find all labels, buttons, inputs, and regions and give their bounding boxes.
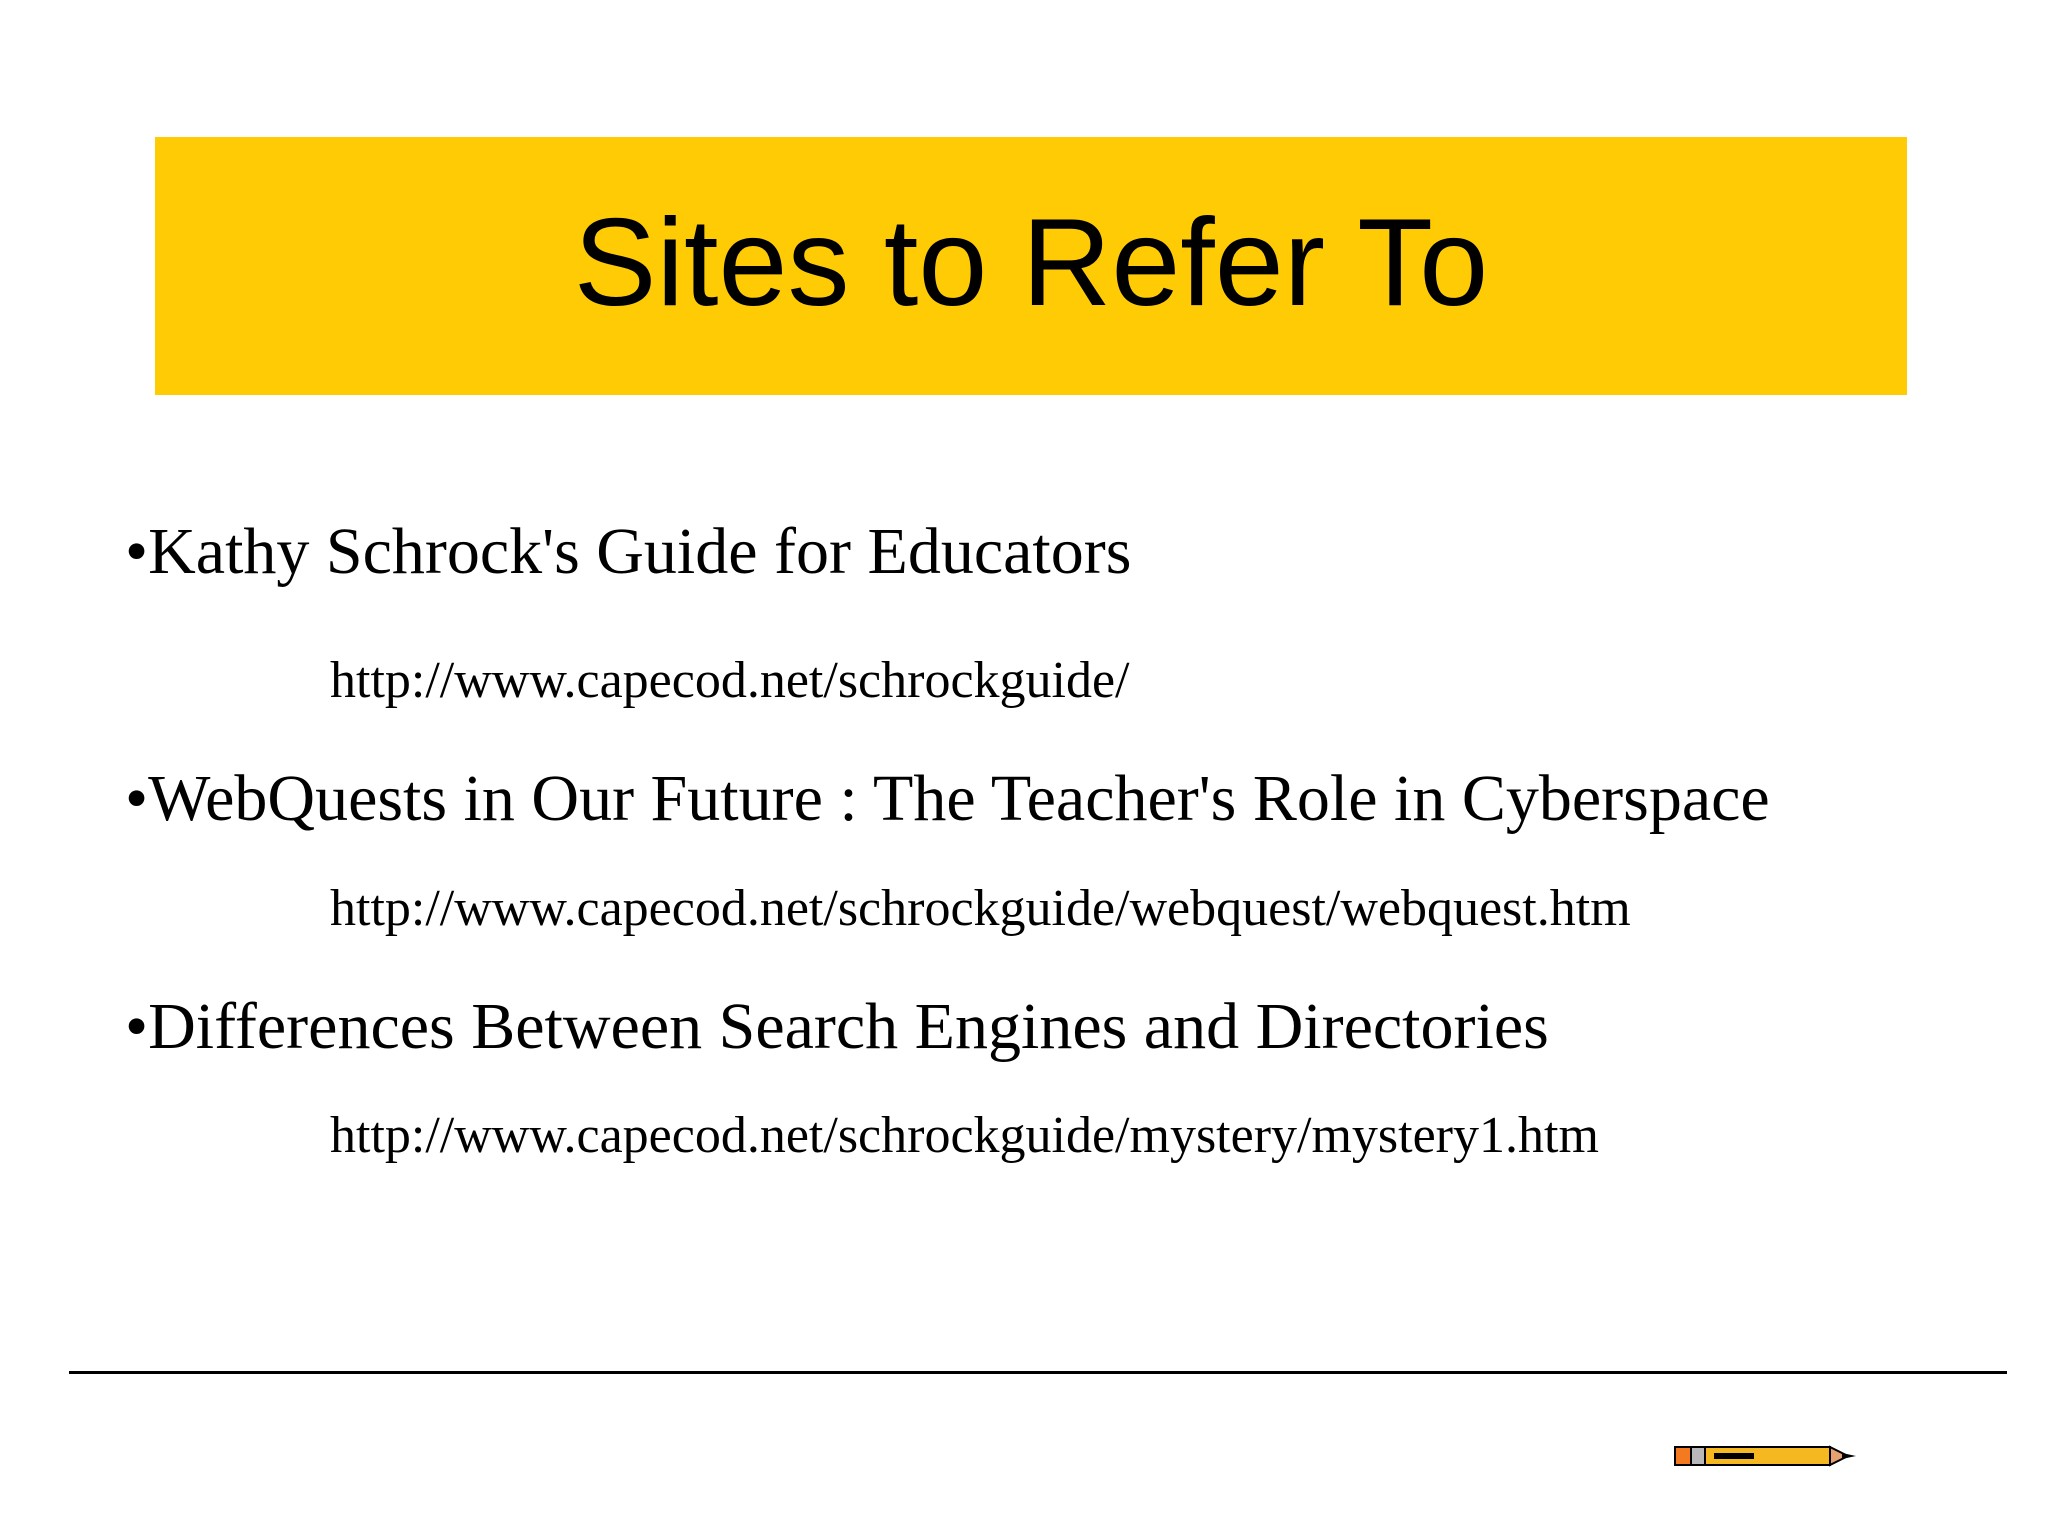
slide-title: Sites to Refer To <box>573 194 1489 332</box>
url-webquests[interactable]: http://www.capecod.net/schrockguide/webquest/webquest.htm <box>330 880 1631 937</box>
url-schrock-guide[interactable]: http://www.capecod.net/schrockguide/ <box>330 652 1130 709</box>
bullet-item-search-engines: •Differences Between Search Engines and Directories <box>125 990 1549 1063</box>
footer-divider <box>69 1371 2007 1374</box>
bullet-item-schrock-guide: •Kathy Schrock's Guide for Educators <box>125 515 1132 588</box>
bullet-item-webquests: •WebQuests in Our Future : The Teacher's Role in Cyberspace <box>125 762 1770 835</box>
pencil-icon <box>1674 1445 1858 1467</box>
title-banner <box>155 137 1907 395</box>
url-search-engines[interactable]: http://www.capecod.net/schrockguide/mystery/mystery1.htm <box>330 1107 1599 1164</box>
